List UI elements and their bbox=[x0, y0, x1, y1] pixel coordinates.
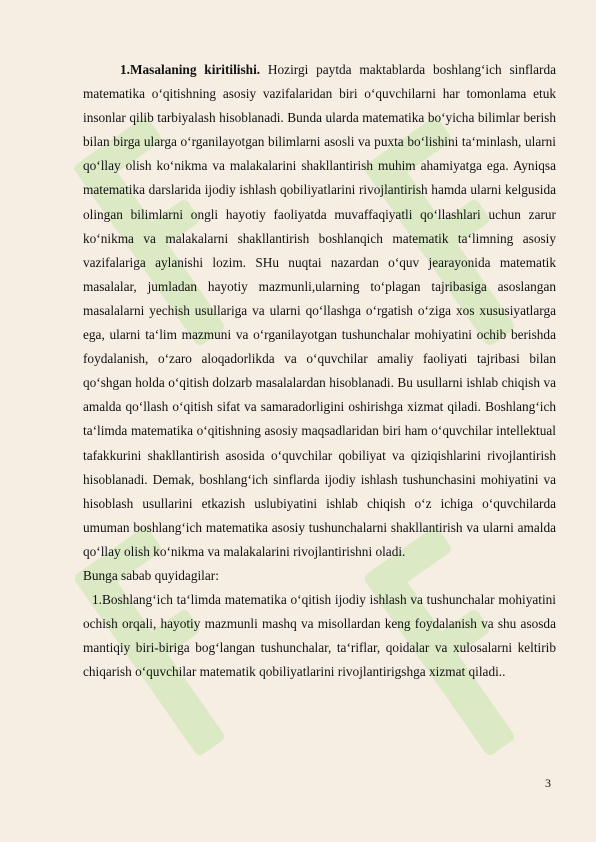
paragraph-reason-1: 1.Boshlang‘ich ta‘limda matematika o‘qitish ijodiy ishlash va tushunchalar mohiyatini ochish orqali, hayotiy mazmunli mashq va misollardan keng foydalanish va shu asosda mantiqiy biri-biriga bog‘langan tushunchalar, ta‘riflar, qoidalar va xulosalarni keltirib chiqarish o‘quvchilar matematik qobiliyatlarini rivojlantirigshga xizmat qiladi.. bbox=[83, 592, 556, 680]
paragraph-reasons-intro: Bunga sabab quyidagilar: bbox=[83, 567, 219, 583]
paragraph-text: Hozirgi paytda maktablarda boshlang‘ich sinflarda matematika o‘qitishning asosiy vazifalaridan biri o‘quvchilarni har tomonlama etuk insonlar qilib tarbiyalash hisoblanadi. Bunda ularda matematika bo‘yicha bilimlar berish bilan birga ularga o‘rganilayotgan bilimlarni asosli va puxta bo‘lishini ta‘minlash, ularni qo‘llay olish ko‘nikma va malakalarini shakllantirish muhim ahamiyatga ega. Ayniqsa matematika darslarida ijodiy ishlash qobiliyatlarini rivojlantirish hamda ularni kelgusida olingan bilimlarni ongli hayotiy faoliyatda muvaffaqiyatli qo‘llashlari uchun zarur ko‘nikma va malakalarni shakllantirish boshlanqich matematik ta‘limning asosiy vazifalariga aylanishi lozim. SHu nuqtai nazardan o‘quv jearayonida matematik masalalar, jumladan hayotiy mazmunli,ularning to‘plagan tajribasiga asoslangan masalalarni yechish usullariga va ularni qo‘llashga o‘rgatish o‘ziga xos xususiyatlarga ega, ularni ta‘lim mazmuni va o‘rganilayotgan tushunchalar mohiyatini ochib berishda foydalanish, o‘zaro aloqadorlikda va o‘quvchilar amaliy faoliyati tajribasi bilan qo‘shgan holda o‘qitish dolzarb masalalardan hisoblanadi. Bu usullarni ishlab chiqish va amalda qo‘llash o‘qitish sifat va samaradorligini oshirishga xizmat qiladi. Boshlang‘ich ta‘limda matematika o‘qitishning asosiy maqsadlaridan biri ham o‘quvchilar intellektual tafakkurini shakllantirish asosida o‘quvchilar qobiliyat va qiziqishlarini rivojlantirish hisoblanadi. Demak, boshlang‘ich sinflarda ijodiy ishlash tushunchasini mohiyatini va hisoblash usullarini etkazish uslubiyatini ishlab chiqish o‘z ichiga o‘quvchilarda umuman boshlang‘ich matematika asosiy tushunchalarni shakllantirish va ularni amalda qo‘llay olish ko‘nikma va malakalarini rivojlantirishni oladi. bbox=[83, 62, 556, 559]
page-number: 3 bbox=[545, 776, 551, 790]
paragraph-intro bbox=[83, 58, 556, 564]
document-body bbox=[83, 58, 556, 684]
section-heading: 1.Masalaning kiritilishi. bbox=[120, 62, 261, 77]
